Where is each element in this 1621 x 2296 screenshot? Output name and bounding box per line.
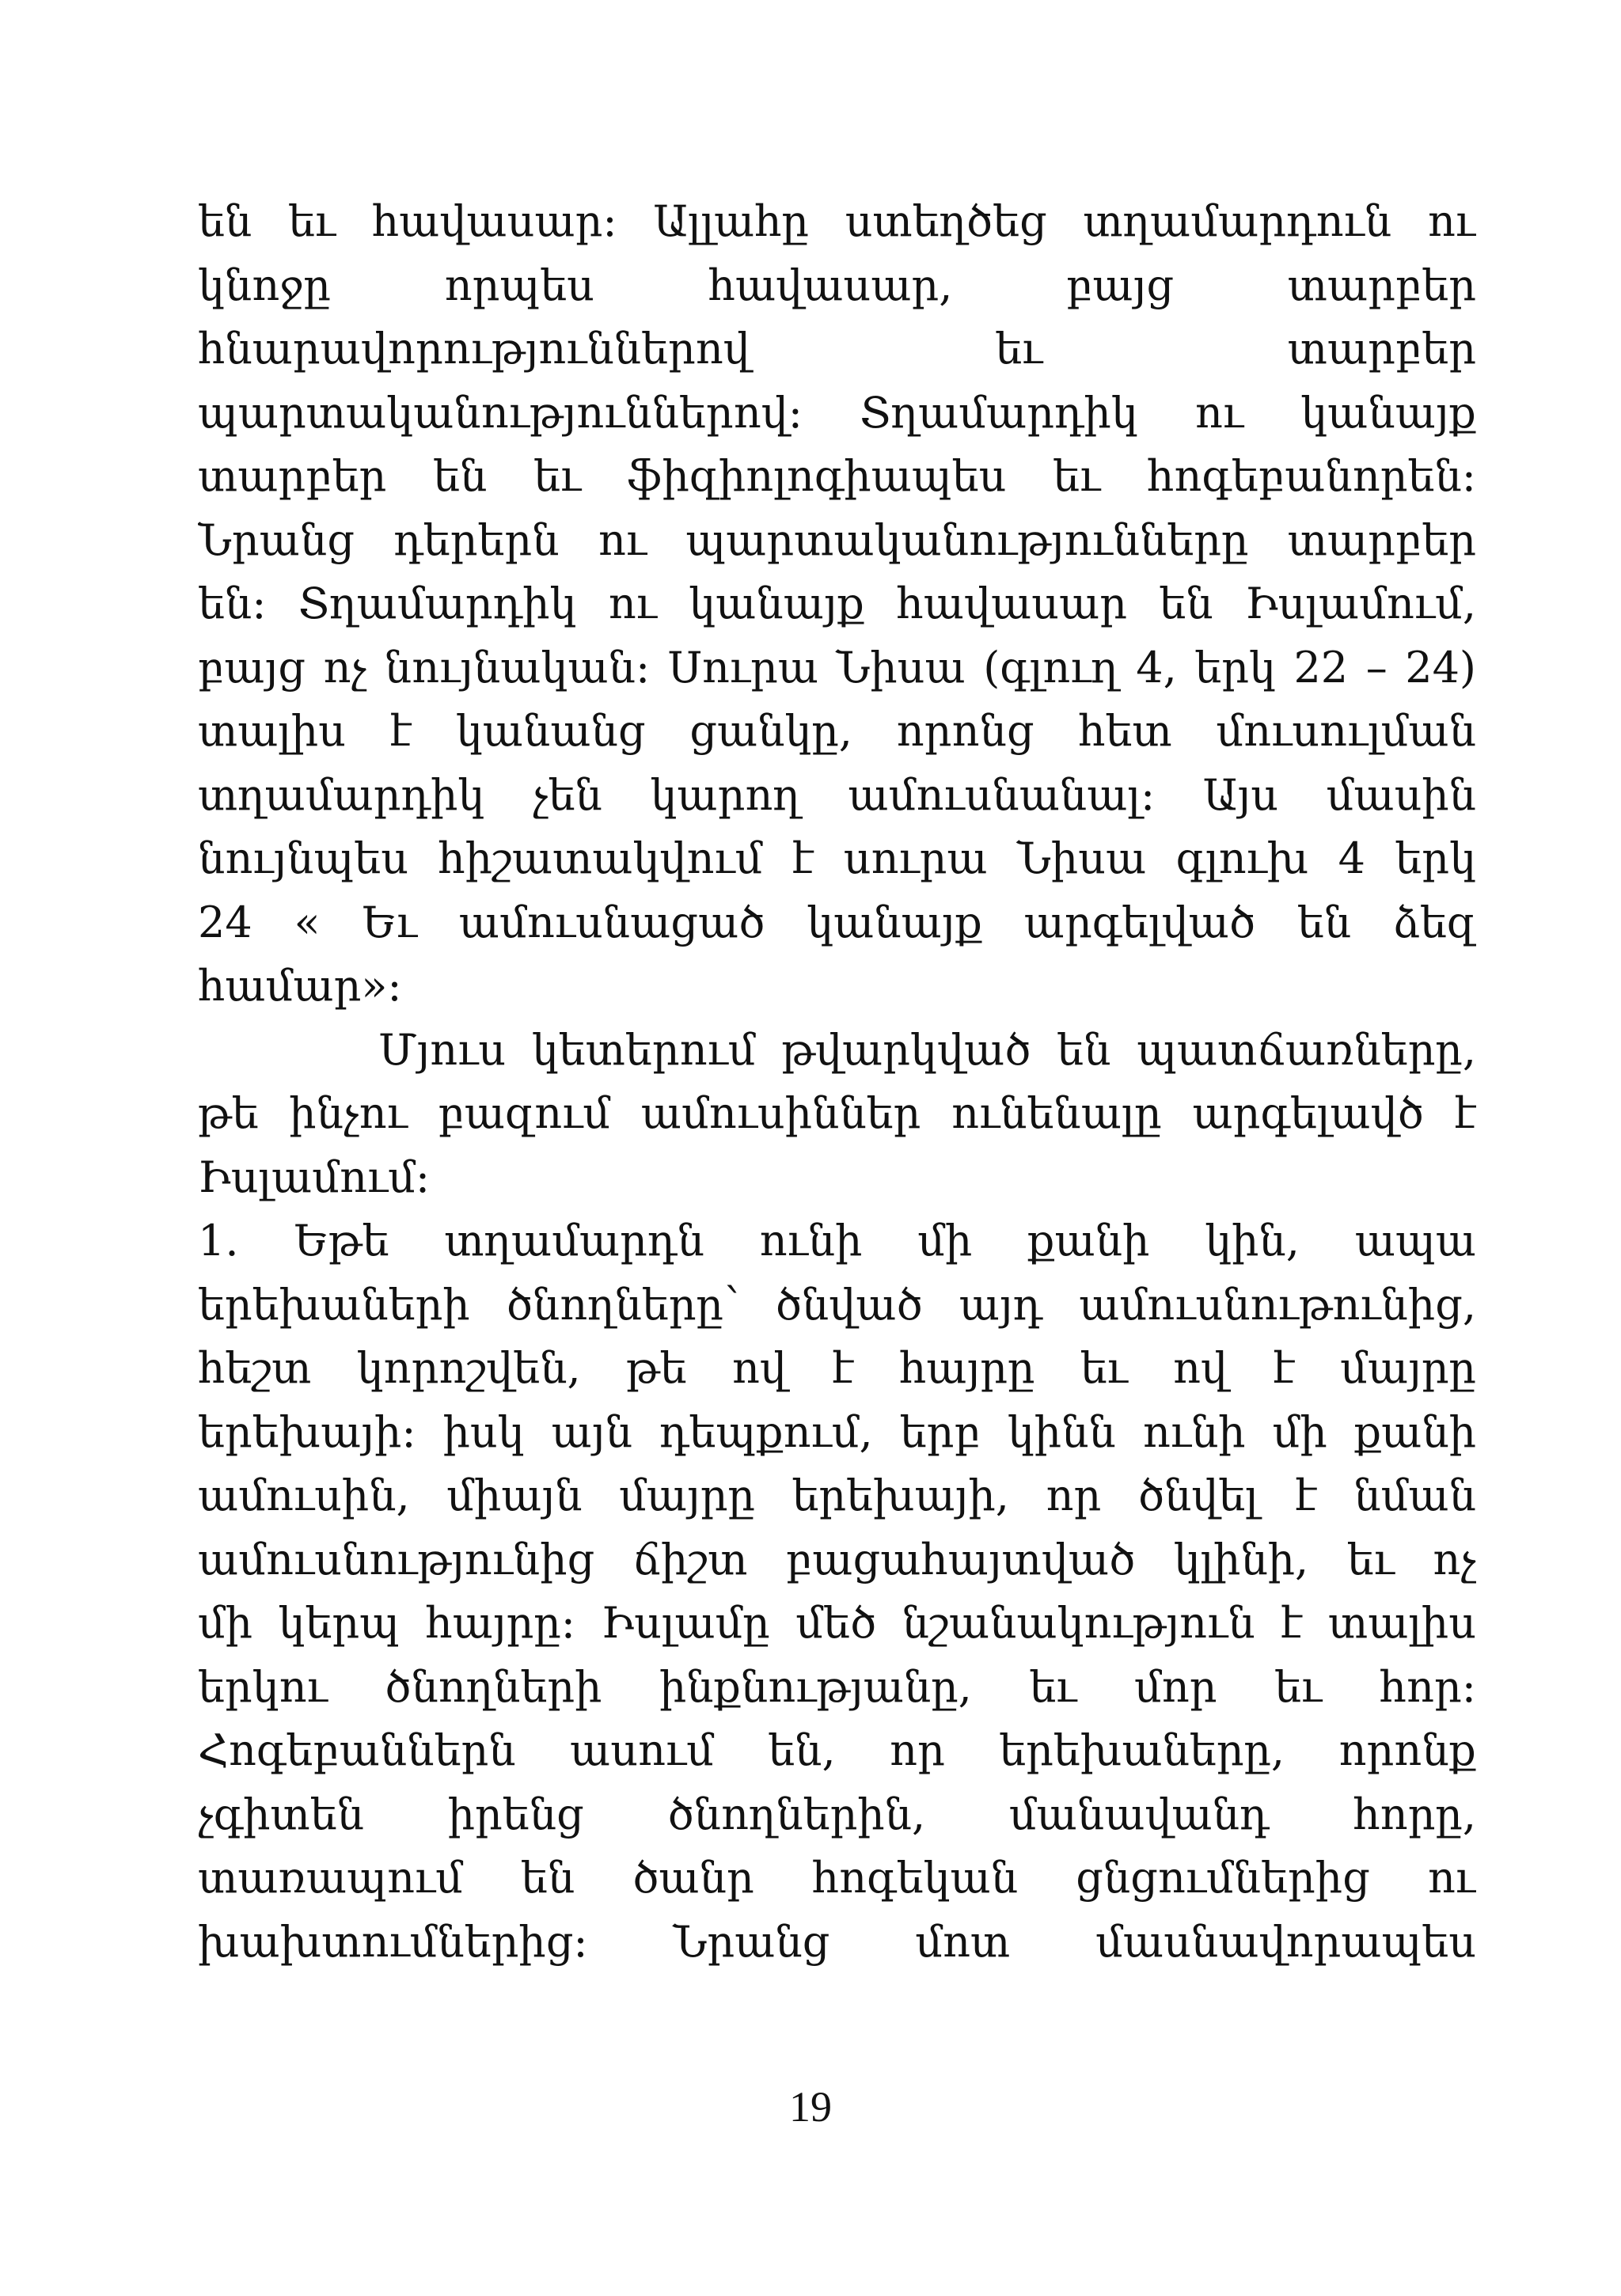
text-line: երկու ծնողների ինքնությանը, եւ մոր եւ հոր: — [198, 1661, 1476, 1712]
text-line: տղամարդիկ չեն կարող ամուսնանալ: Այս մասին — [198, 769, 1476, 820]
text-line: Մյուս կետերում թվարկված են պատճառները, — [378, 1024, 1476, 1075]
text-line: կնոջը որպես հավասար, բայց տարբեր — [198, 260, 1476, 310]
text-line: չգիտեն իրենց ծնողներին, մանավանդ հորը, — [198, 1789, 1476, 1839]
text-line: պարտականություններով: Տղամարդիկ ու կանայք — [198, 387, 1476, 438]
text-line: բայց ոչ նույնական: Սուրա Նիսա (գլուղ 4, երկ 22 – 24) — [198, 642, 1476, 693]
text-line: 1. Եթե տղամարդն ունի մի քանի կին, ապա — [198, 1216, 1476, 1266]
text-line: տալիս է կանանց ցանկը, որոնց հետ մուսուլման — [198, 706, 1476, 756]
text-line: նույնպես հիշատակվում է սուրա Նիսա գլուխ 4 երկ — [198, 833, 1476, 883]
text-line: մի կերպ հայրը: Իսլամը մեծ նշանակություն է տալիս — [198, 1598, 1476, 1648]
text-line: են եւ հավասար: Ալլահը ստեղծեց տղամարդուն ու — [198, 196, 1476, 246]
text-line: Իսլամում: — [198, 1152, 431, 1202]
text-line: երեխաների ծնողները՝ ծնված այդ ամուսնութունից, — [198, 1279, 1476, 1330]
text-line: են: Տղամարդիկ ու կանայք հավասար են Իսլամում, — [198, 579, 1476, 628]
page-number: 19 — [789, 2083, 832, 2131]
body-text — [198, 190, 1476, 1974]
text-line: թե ինչու բազում ամուսիններ ունենալը արգելավծ է — [198, 1088, 1476, 1138]
text-line: ամուսին, միայն մայրը երեխայի, որ ծնվել է նման — [198, 1471, 1476, 1520]
text-line: համար»: — [198, 961, 402, 1011]
text-line: խախտումներից: Նրանց մոտ մասնավորապես — [198, 1916, 1476, 1967]
text-line: տառապում են ծանր հոգեկան ցնցումներից ու — [198, 1853, 1476, 1903]
text-line: երեխայի: իսկ այն դեպքում, երբ կինն ունի մի քանի — [198, 1406, 1476, 1457]
text-line: Նրանց դերերն ու պարտականությունները տարբեր — [198, 514, 1476, 565]
text-line: հեշտ կորոշվեն, թե ով է հայրը եւ ով է մայրը — [198, 1343, 1476, 1393]
text-line: հնարավորություններով եւ տարբեր — [198, 324, 1476, 374]
text-line: ամուսնությունից ճիշտ բացահայտված կլինի, եւ ոչ — [198, 1534, 1476, 1584]
text-line: 24 « Եւ ամուսնացած կանայք արգելված են ձեզ — [198, 897, 1476, 947]
text-line: տարբեր են եւ ֆիզիոլոգիապես եւ հոգեբանորեն: — [198, 451, 1476, 501]
text-line: Հոգեբաններն ասում են, որ երեխաները, որոնք — [198, 1725, 1476, 1775]
